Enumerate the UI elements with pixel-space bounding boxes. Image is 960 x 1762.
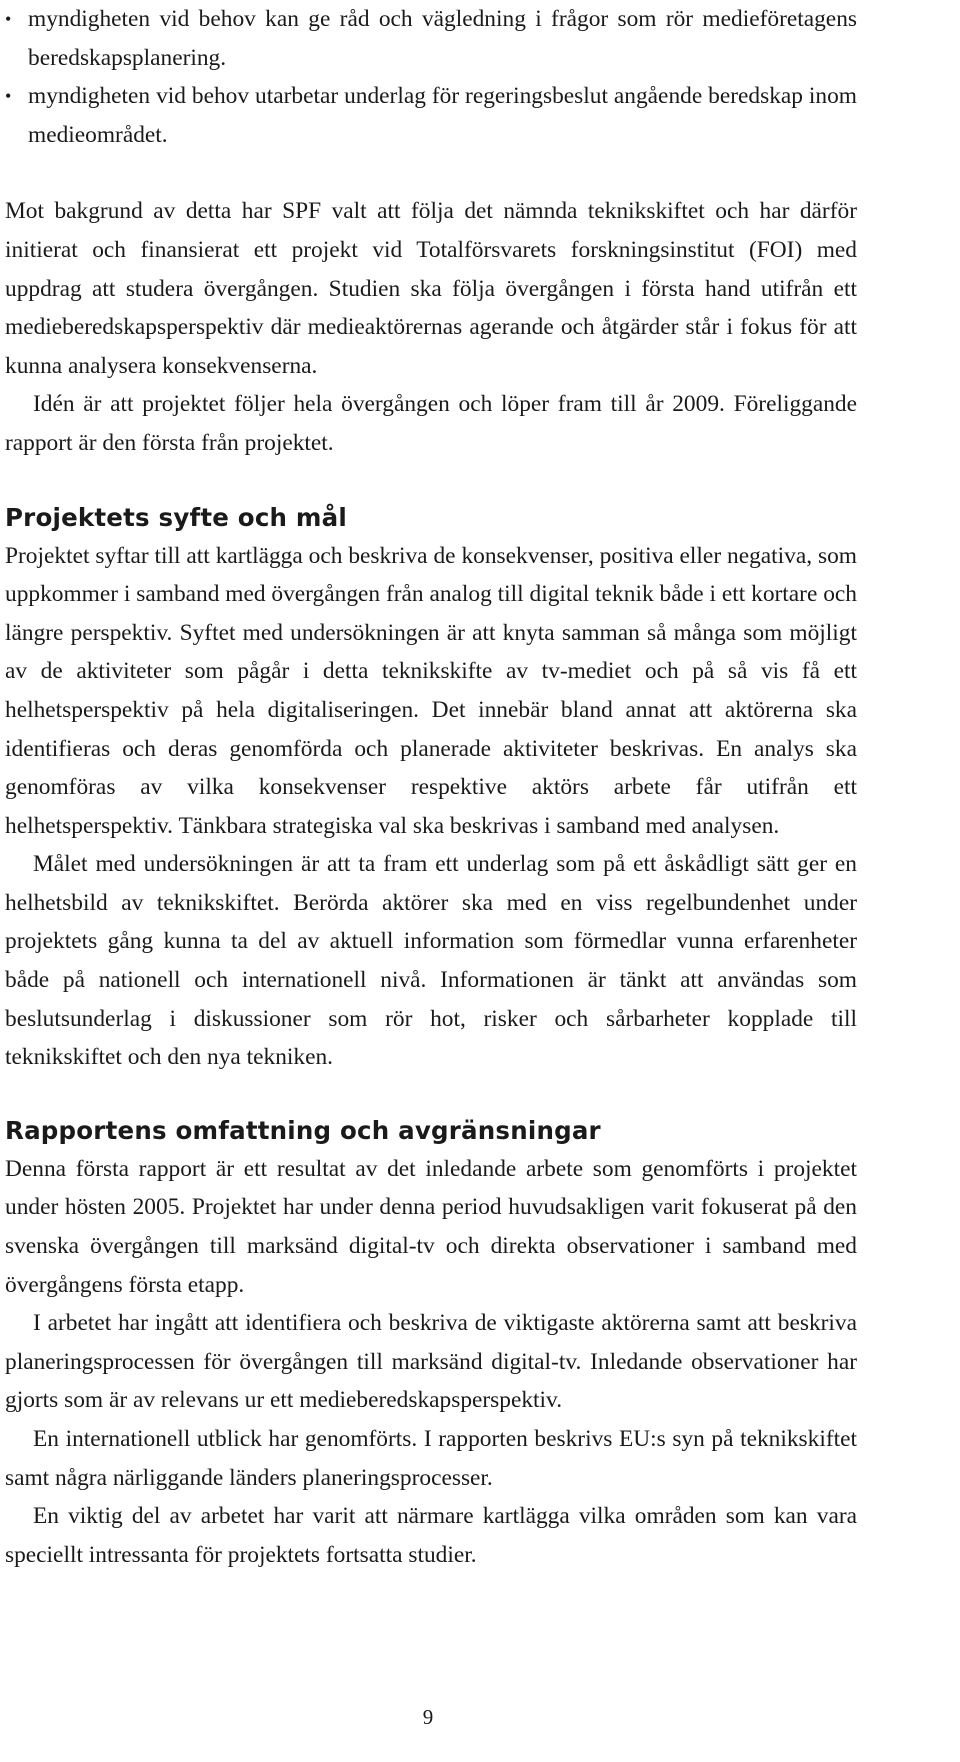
- section-paragraph: En internationell utblick har genomförts. I rapporten beskrivs EU:s syn på teknikskiftet samt några närliggande länders planeringsprocesser.: [5, 1426, 857, 1491]
- intro-paragraph: Idén är att projektet följer hela övergången och löper fram till år 2009. Föreliggande rapport är den första från projektet.: [5, 391, 857, 456]
- bullet-text: myndigheten vid behov utarbetar underlag för regeringsbeslut angående beredskap inom medieområdet.: [28, 83, 857, 148]
- bullet-icon: •: [5, 9, 12, 29]
- spacer: [5, 463, 857, 499]
- section-paragraph: En viktig del av arbetet har varit att närmare kartlägga vilka områden som kan vara speciellt intressanta för projektets fortsatta studier.: [5, 1503, 857, 1568]
- section-paragraph: I arbetet har ingått att identifiera och beskriva de viktigaste aktörerna samt att beskriva planeringsprocessen för övergången till marksänd digital-tv. Inledande observationer har gjorts som är av relevans ur ett medieberedskapsperspektiv.: [5, 1310, 857, 1414]
- page-number: 9: [422, 1705, 434, 1729]
- bullet-icon: •: [5, 86, 12, 107]
- section-heading: Projektets syfte och mål: [5, 502, 347, 532]
- bullet-item: [5, 0, 857, 77]
- section-paragraph: Projektet syftar till att kartlägga och beskriva de konsekvenser, positiva eller negativa, som uppkommer i samband med övergången från analog till digital teknik både i ett kortare och längre perspektiv. Syftet med undersökningen är att knyta samman så många som möjligt av de aktiviteter som pågår i detta teknikskifte av tv-mediet och på så vis få ett helhetsperspektiv på hela digitaliseringen. Det innebär bland annat att aktörerna ska identifieras och deras genomförda och planerade aktiviteter beskrivas. En analys ska genomföras av vilka konsekvenser respektive aktörs arbete får utifrån ett helhetsperspektiv. Tänkbara strategiska val ska beskrivas i samband med analysen.: [5, 542, 857, 839]
- spacer: [5, 1077, 857, 1112]
- intro-paragraph: Mot bakgrund av detta har SPF valt att följa det nämnda teknikskiftet och har därför initierat och finansierat ett projekt vid Totalförsvarets forskningsinstitut (FOI) med uppdrag att studera övergången. Studien ska följa övergången i första hand utifrån ett medieberedskapsperspektiv där medieaktörernas agerande och åtgärder står i fokus för att kunna analysera konsekvenserna.: [5, 198, 857, 379]
- section-heading: Rapportens omfattning och avgränsningar: [5, 1115, 601, 1145]
- bullet-text: myndigheten vid behov kan ge råd och vägledning i frågor som rör medieföretagens beredskapsplanering.: [28, 6, 857, 71]
- document-page: [5, 0, 857, 1574]
- spacer: [5, 154, 857, 192]
- section-paragraph: Målet med undersökningen är att ta fram ett underlag som på ett åskådligt sätt ger en helhetsbild av teknikskiftet. Berörda aktörer ska med en viss regelbundenhet under projektets gång kunna ta del av aktuell information som förmedlar vunna erfarenheter både på nationell och internationell nivå. Informationen är tänkt att användas som beslutsunderlag i diskussioner som rör hot, risker och sårbarheter kopplade till teknikskiftet och den nya tekniken.: [5, 851, 857, 1071]
- bullet-item: [5, 77, 857, 154]
- section-paragraph: Denna första rapport är ett resultat av det inledande arbete som genomförts i projektet under hösten 2005. Projektet har under denna period huvudsakligen varit fokuserat på den svenska övergången till marksänd digital-tv och direkta observationer i samband med övergångens första etapp.: [5, 1155, 857, 1298]
- bullet-list: [5, 0, 857, 154]
